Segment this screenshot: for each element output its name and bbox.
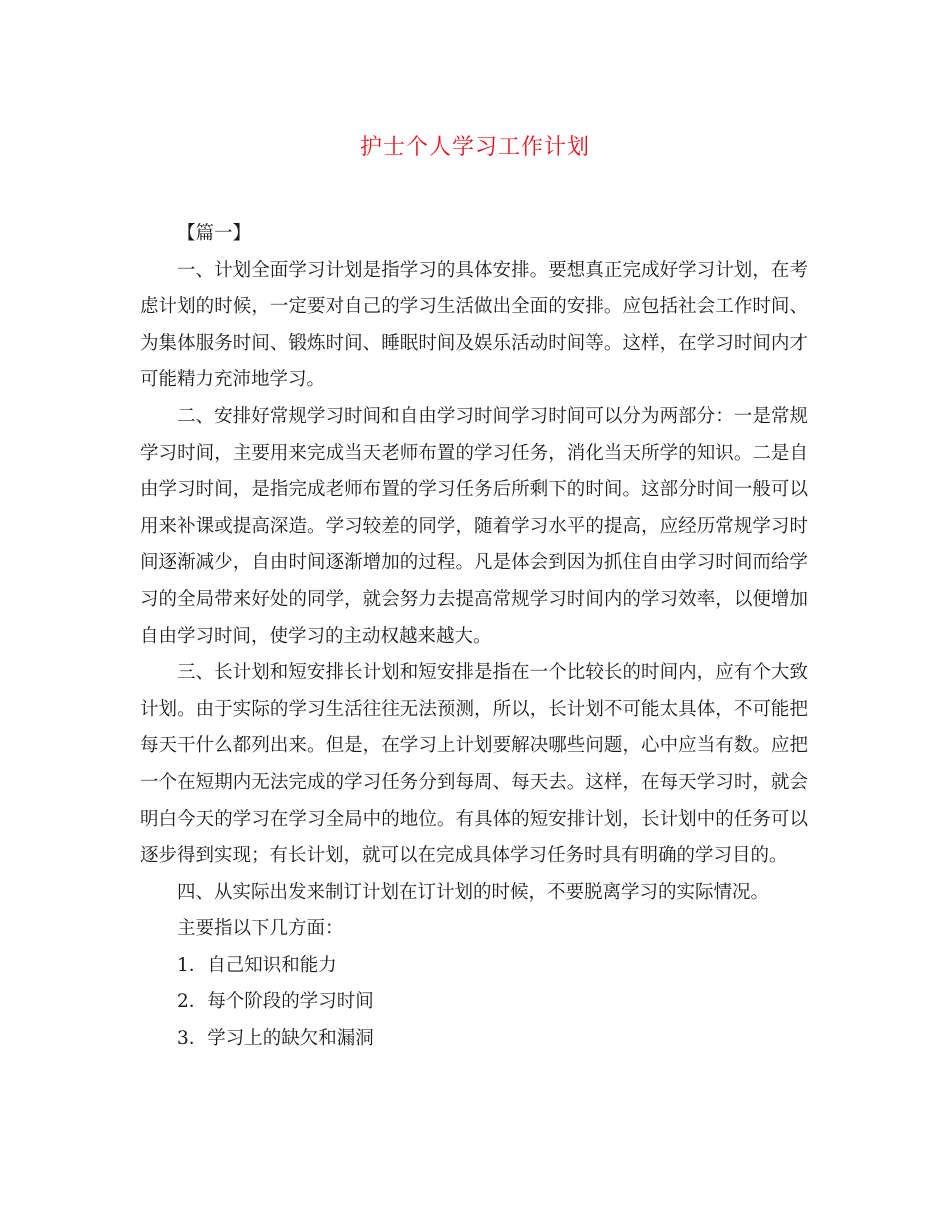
paragraph-1: 一、计划全面学习计划是指学习的具体安排。要想真正完成好学习计划，在考虑计划的时候，一定要对自己的学习生活做出全面的安排。应包括社会工作时间、为集体服务时间、锻炼时间、睡眠时间及娱乐活动时间等。这样，在学习时间内才可能精力充沛地学习。: [140, 259, 808, 391]
list-item-1: 1．自己知识和能力: [177, 954, 337, 976]
document-body: [140, 216, 808, 1058]
paragraph-5: 主要指以下几方面：: [177, 918, 344, 940]
list-item-3: 3．学习上的缺欠和漏洞: [177, 1028, 374, 1050]
paragraph-4: 四、从实际出发来制订计划在订计划的时候，不要脱离学习的实际情况。: [177, 881, 770, 903]
paragraph-2: 二、安排好常规学习时间和自由学习时间学习时间可以分为两部分：一是常规学习时间，主要用来完成当天老师布置的学习任务，消化当天所学的知识。二是自由学习时间，是指完成老师布置的学习任务后所剩下的时间。这部分时间一般可以用来补课或提高深造。学习较差的同学，随着学习水平的提高，应经历常规学习时间逐渐减少，自由时间逐渐增加的过程。凡是体会到因为抓住自由学习时间而给学习的全局带来好处的同学，就会努力去提高常规学习时间内的学习效率，以便增加自由学习时间，使学习的主动权越来越大。: [140, 405, 808, 647]
paragraph-3: 三、长计划和短安排长计划和短安排是指在一个比较长的时间内，应有个大致计划。由于实际的学习生活往往无法预测，所以，长计划不可能太具体，不可能把每天干什么都列出来。但是，在学习上计划要解决哪些问题，心中应当有数。应把一个在短期内无法完成的学习任务分到每周、每天去。这样，在每天学习时，就会明白今天的学习在学习全局中的地位。有具体的短安排计划，长计划中的任务可以逐步得到实现；有长计划，就可以在完成具体学习任务时具有明确的学习目的。: [140, 662, 808, 867]
document-title: 护士个人学习工作计划: [359, 135, 590, 160]
section-tag: 【篇一】: [177, 223, 252, 244]
list-item-2: 2．每个阶段的学习时间: [177, 991, 374, 1013]
